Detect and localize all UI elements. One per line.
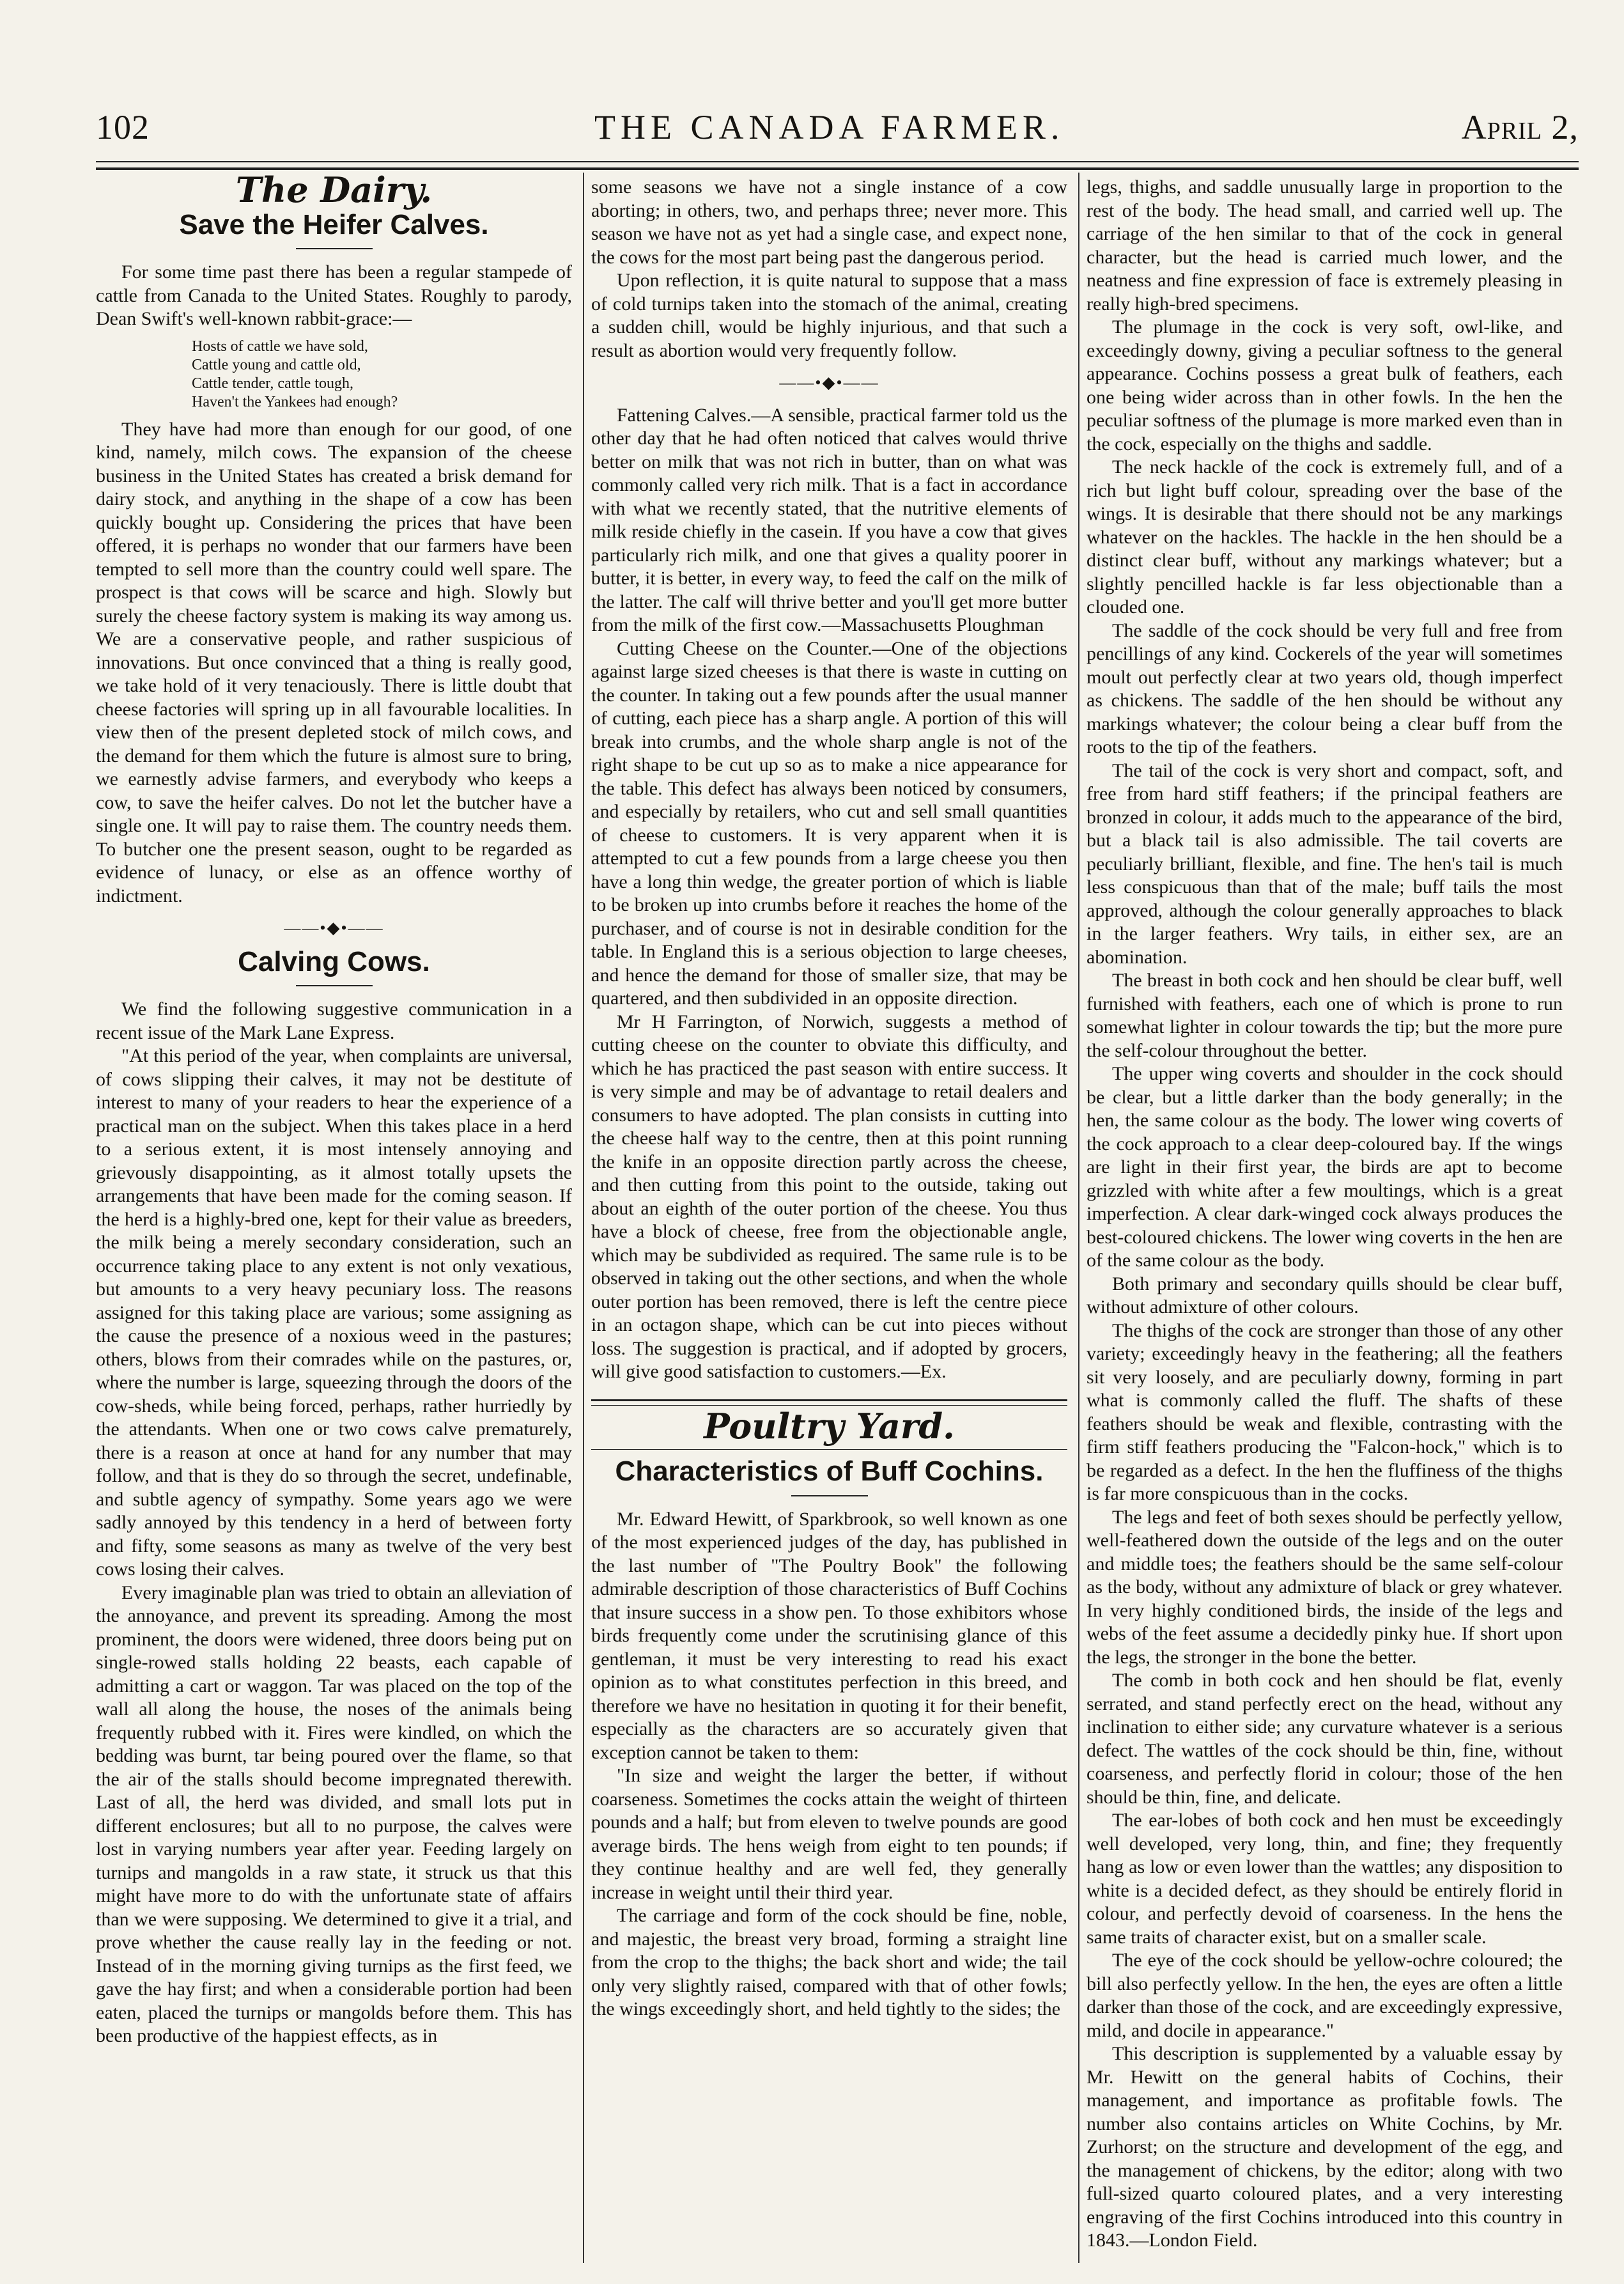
article-paragraph: The comb in both cock and hen should be flat, evenly serrated, and stand perfectly erect on the head, without any inclination to either side; any curvature whatever is a serious defect. The wattles of the cock should be thin, fine, without coarseness, and perfectly florid in colour; those of the hen should be thin, fine, and delicate.	[1087, 1670, 1563, 1808]
masthead-rule	[96, 161, 1579, 162]
verse-line: Hosts of cattle we have sold,	[192, 338, 368, 355]
article-paragraph: The breast in both cock and hen should be clear buff, well furnished with feathers, each one of which is prone to run somewhat lighter in colour towards the tip; but the more pure the self-colour throughout the better.	[1087, 970, 1563, 1061]
section-rule	[591, 1399, 1067, 1401]
column-divider	[583, 173, 584, 2263]
article-paragraph: This description is supplemented by a valuable essay by Mr. Hewitt on the general habits of Cochins, their management, and importance as profitable fowls. The number also contains articles on White Cochins, by Mr. Zurhorst; on the structure and development of the egg, and the management of chickens, by the editor; along with two full-sized quarto coloured plates, and a very interesting engraving of the first Cochins introduced into this country in 1843.—London Field.	[1087, 2043, 1563, 2251]
article-title-buff-cochins: Characteristics of Buff Cochins.	[615, 1456, 1044, 1487]
newspaper-title: THE CANADA FARMER.	[594, 108, 1065, 146]
article-paragraph: They have had more than enough for our good, of one kind, namely, milch cows. The expansion of the cheese business in the United States has created a brisk demand for dairy stock, and anything in the shape of a cow has been quickly bought up. Considering the prices that have been offered, it is perhaps no wonder that our farmers have been tempted to sell more than the country could well spare. The prospect is that cows will be scarce and high. Slowly but surely the cheese factory system is making its way among us. We are a conservative people, and rather suspicious of innovations. But once convinced that a thing is really good, we take hold of it very tenaciously. There is little doubt that cheese factories will spring up in all favourable localities. In view then of the present depleted stock of milch cows, and the demand for them which the future is almost sure to bring, we earnestly advise farmers, and everybody who keeps a cow, to save the heifer calves. Do not let the butcher have a single one. It will pay to raise them. The country needs them. To butcher one the present season, ought to be regarded as evidence of lunacy, or else as an offence worthy of indictment.	[96, 418, 572, 906]
column-divider	[1078, 173, 1079, 2263]
article-paragraph-fattening-calves: Fattening Calves.—A sensible, practical farmer told us the other day that he had often noticed that calves would thrive better on milk that was not rich in butter, than on what was commonly called very rich milk. That is a fact in accordance with what we recently stated, that the nutritive elements of milk reside chiefly in the casein. If you have a cow that gives particularly rich milk, and one that gives a quality poorer in butter, it is better, in every way, to feed the calf on the milk of the latter. The calf will thrive better and you'll get more butter from the milk of the first cow.—Massachusetts Ploughman	[591, 404, 1067, 635]
article-title-calving-cows: Calving Cows.	[238, 945, 430, 977]
section-heading-poultry-yard: Poultry Yard.	[704, 1405, 955, 1447]
article-paragraph: The ear-lobes of both cock and hen must be exceedingly well developed, very long, thin, and fine; they frequently hang as low or even lower than the wattles; any disposition to white is a decided defect, as they should be entirely florid in colour, and perfectly devoid of coarseness. In the hens the same traits of character exist, but on a smaller scale.	[1087, 1810, 1563, 1948]
article-paragraph: some seasons we have not a single instance of a cow aborting; in others, two, and perhaps three; never more. This season we have not as yet had a single case, and expect none, the cows for the most part being past the dangerous period.	[591, 176, 1067, 268]
masthead	[96, 96, 1579, 160]
page-number: 102	[96, 108, 150, 146]
article-paragraph: Upon reflection, it is quite natural to suppose that a mass of cold turnips taken into the stomach of the animal, creating a sudden chill, would be highly injurious, and that such a result as abortion would very frequently follow.	[591, 270, 1067, 361]
article-title-heifer-calves: Save the Heifer Calves.	[179, 208, 489, 240]
title-rule	[296, 248, 373, 249]
section-rule-thin	[591, 1449, 1067, 1450]
section-heading-dairy: The Dairy.	[235, 169, 433, 210]
article-paragraph: The neck hackle of the cock is extremely full, and of a rich but light buff colour, spreading over the base of the wings. It is desirable that there should not be any markings whatever on the hackles. The hackle in the hen should be a distinct clear buff, without any markings whatever; but a slightly pencilled hackle is far less objectionable than a clouded one.	[1087, 456, 1563, 618]
article-paragraph: The carriage and form of the cock should be fine, noble, and majestic, the breast very broad, forming a straight line from the crop to the thighs; the back short and wide; the tail only very slightly raised, compared with that of other fowls; the wings exceedingly short, and held tightly to the sides; the	[591, 1905, 1067, 2019]
article-paragraph: The tail of the cock is very short and compact, soft, and free from hard stiff feathers; if the principal feathers are bronzed in colour, it adds much to the appearance of the bird, but a black tail is also admissible. The tail coverts are peculiarly brilliant, flexible, and fine. The hen's tail is much less conspicuous than that of the male; buff tails the most approved, although the colour generally approaches to black in the larger feathers. Wry tails, in either sex, are an abomination.	[1087, 759, 1563, 968]
article-paragraph: For some time past there has been a regular stampede of cattle from Canada to the United States. Roughly to parody, Dean Swift's well-known rabbit-grace:—	[96, 261, 572, 329]
article-paragraph: "In size and weight the larger the better, if without coarseness. Sometimes the cocks attain the weight of thirteen pounds and a half; but from eleven to twelve pounds are good average birds. The hens weigh from eight to ten pounds; if they continue healthy and are well fed, they generally increase in weight until their third year.	[591, 1765, 1067, 1903]
article-paragraph: Mr. Edward Hewitt, of Sparkbrook, so well known as one of the most experienced judges of the day, has published in the last number of "The Poultry Book" the following admirable description of those characteristics of Buff Cochins that insure success in a show pen. To those exhibitors whose birds frequently come under the scrutinising glance of this gentleman, it must be very interesting to read his exact opinion as to what constitutes perfection in this breed, and therefore we have no hesitation in quoting it for their benefit, especially as the characters are so accurately given that exception cannot be taken to them:	[591, 1508, 1067, 1763]
title-rule	[791, 1495, 868, 1496]
article-paragraph: The legs and feet of both sexes should be perfectly yellow, well-feathered down the outside of the legs and on the outer and middle toes; the feathers should be the same self-colour as the body, without any admixture of black or grey whatever. In very highly conditioned birds, the inside of the legs and webs of the feet assume a decidedly pinky hue. If short upon the legs, the stronger in the bone the better.	[1087, 1506, 1563, 1668]
column-2	[591, 176, 1067, 2021]
article-paragraph: "At this period of the year, when complaints are universal, of cows slipping their calves, it may not be destitute of interest to many of your readers to hear the experience of a practical man on the subject. When this takes place in a herd to a serious extent, it is most intensely annoying and grievously disappointing, as it almost totally upsets the arrangements that have been made for the coming season. If the herd is a highly-bred one, kept for their value as breeders, the milk being a merely secondary consideration, such an occurrence taking place to any extent is not only vexatious, but amounts to a very heavy pecuniary loss. The reasons assigned for this taking place are various; some assigning as the cause the presence of a noxious weed in the pastures; others, blows from their comrades while on the pastures, or, where the number is large, squeezing through the doors of the cow-sheds, while being forced, perhaps, rather hurriedly by the attendants. When one or two cows calve prematurely, there is a reason at once at hand for any number that may follow, and that is they do so through the secret, undefinable, and subtle agency of sympathy. Some years ago we were sadly annoyed by this tendency in a herd of between forty and fifty, some seasons as many as twelve of the very best cows losing their calves.	[96, 1045, 572, 1580]
verse-line: Cattle tender, cattle tough,	[192, 375, 353, 392]
article-paragraph: The eye of the cock should be yellow-ochre coloured; the bill also perfectly yellow. In the hen, the eyes are often a little darker than those of the cock, and are exceedingly expressive, mild, and docile in appearance."	[1087, 1950, 1563, 2041]
article-paragraph: The upper wing coverts and shoulder in the cock should be clear, but a little darker than the body generally; in the hen, the same colour as the body. The lower wing coverts of the cock approach to a clear deep-coloured bay. If the wings are light in their first year, the birds are apt to become grizzled with white after a few moultings, which is a great imperfection. A clear dark-winged cock always produces the best-coloured chickens. The lower wing coverts in the hen are of the same colour as the body.	[1087, 1063, 1563, 1271]
ornamental-divider: ——•◆•——	[284, 919, 384, 937]
verse-line: Cattle young and cattle old,	[192, 356, 361, 373]
title-rule	[296, 985, 373, 986]
verse-line: Haven't the Yankees had enough?	[192, 393, 398, 410]
article-paragraph: The thighs of the cock are stronger than those of any other variety; exceedingly heavy in the feathering; all the feathers sit very loosely, and are peculiarly downy, forming in part what is commonly called the fluff. The shafts of these feathers should be weak and flexible, contrasting with the firm stiff feathers producing the "Falcon-hock," which is to be regarded as a defect. In the hen the fluffiness of the thighs is far more conspicuous than in the cocks.	[1087, 1319, 1563, 1504]
verse-block	[192, 338, 572, 412]
article-paragraph: legs, thighs, and saddle unusually large in proportion to the rest of the body. The head small, and carried well up. The carriage of the hen similar to that of the cock in general character, but the head is carried much lower, and the neatness and fine expression of face is extremely pleasing in really high-bred specimens.	[1087, 176, 1563, 315]
issue-date: April 2,	[1461, 108, 1579, 146]
ornamental-divider: ——•◆•——	[779, 373, 879, 392]
article-paragraph-cutting-cheese: Cutting Cheese on the Counter.—One of the objections against large sized cheeses is that there is waste in cutting on the counter. In taking out a few pounds after the usual manner of cutting, each piece has a sharp angle. A portion of this will break into crumbs, and the whole sharp angle is not of the right shape to be cut up so as to make a nice appearance for the table. This defect has always been noticed by consumers, and especially by retailers, who cut and sell small quantities of cheese to customers. It is very apparent when it is attempted to cut a few pounds from a large cheese you then have a long thin wedge, the greater portion of which is liable to be broken up into crumbs before it reaches the home of the purchaser, and of course is not in desirable condition for the table. In England this is a serious objection to large cheeses, and hence the demand for those of smaller size, that may be quartered, and then subdivided in an opposite direction.	[591, 637, 1067, 1009]
article-paragraph: We find the following suggestive communication in a recent issue of the Mark Lane Express.	[96, 998, 572, 1043]
article-paragraph: The plumage in the cock is very soft, owl-like, and exceedingly downy, giving a peculiar softness to the general appearance. Cochins possess a great bulk of feathers, each one being wider across than in other fowls. In the hen the peculiar softness of the plumage is more marked even than in the cock, especially on the thighs and saddle.	[1087, 316, 1563, 454]
column-1	[96, 169, 572, 2048]
article-paragraph: The saddle of the cock should be very full and free from pencillings of any kind. Cockerels of the year will sometimes moult out perfectly clear at two years old, though imperfect as chickens. The saddle of the hen should be without any markings whatever; the colour being a clear buff from the roots to the tip of the feathers.	[1087, 619, 1563, 757]
article-paragraph: Every imaginable plan was tried to obtain an alleviation of the annoyance, and prevent its spreading. Among the most prominent, the doors were widened, three doors being put on single-rowed stalls holding 22 beasts, each capable of admitting a cart or waggon. Tar was placed on the top of the wall all along the house, the noses of the animals being frequently rubbed with it. Fires were kindled, on which the bedding was burnt, tar being poured over the flame, so that the air of the stalls should become impregnated therewith. Last of all, the herd was divided, and small lots put in different enclosures; but all to no purpose, the calves were lost in varying numbers year after year. Feeding largely on turnips and mangolds in a raw state, it struck us that this might have more to do with the unfortunate state of affairs than we were supposing. We determined to give it a trial, and prove whether the cause really lay in the feeding or not. Instead of in the morning giving turnips as the first feed, we gave the hay first; and when a considerable portion had been eaten, placed the turnips or mangolds before them. This has been productive of the happiest effects, as in	[96, 1581, 572, 2046]
article-paragraph: Both primary and secondary quills should be clear buff, without admixture of other colours.	[1087, 1273, 1563, 1317]
column-3	[1087, 176, 1563, 2253]
article-paragraph: Mr H Farrington, of Norwich, suggests a method of cutting cheese on the counter to obviate this difficulty, and which he has practiced the past season with entire success. It is very simple and may be of advantage to retail dealers and consumers to have adopted. The plan consists in cutting into the cheese half way to the centre, then at this point running the knife in an opposite direction partly across the cheese, and then cutting from this point to the outside, taking out about an eighth of the outer portion of the cheese. You thus have a block of cheese, free from the objectionable angle, which may be subdivided as required. The same rule is to be observed in taking out the other sections, and when the whole outer portion has been removed, there is left the centre piece in an octagon shape, which can be cut into pieces without loss. The suggestion is practical, and if adopted by grocers, will give good satisfaction to customers.—Ex.	[591, 1011, 1067, 1382]
